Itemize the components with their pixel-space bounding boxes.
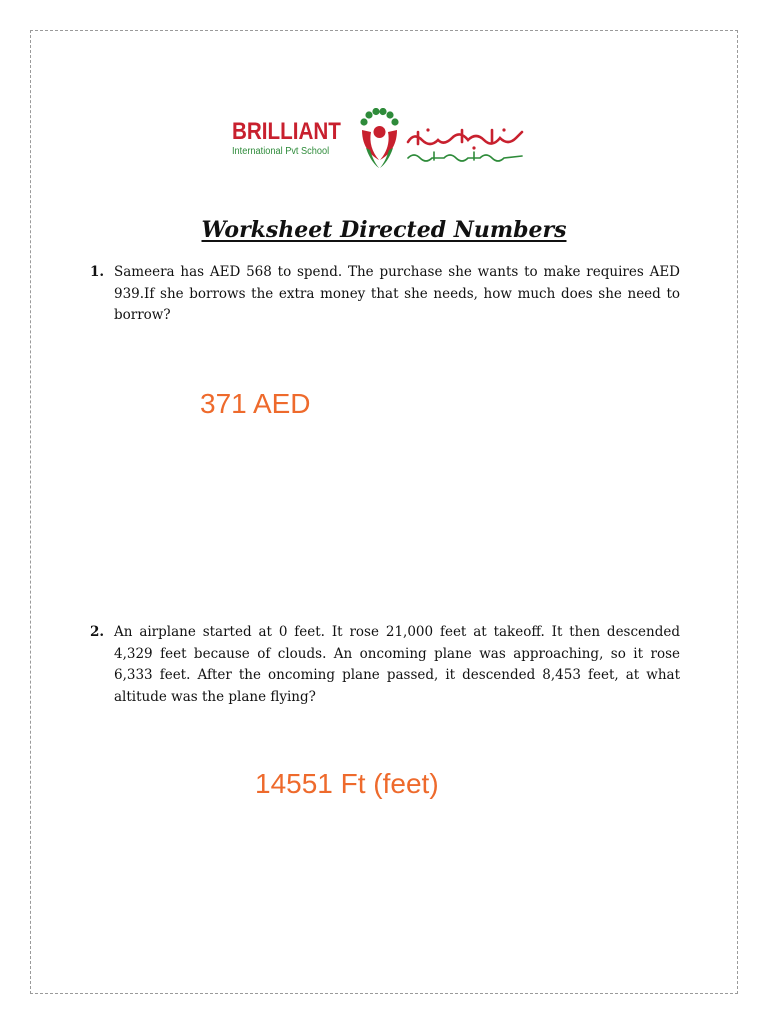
question-text: Sameera has AED 568 to spend. The purchase she wants to make requires AED 939.If she borrows the extra money that she needs, how much does she need to borrow? — [114, 264, 680, 323]
worksheet-title: Worksheet Directed Numbers — [201, 217, 567, 243]
question-number: 2. — [90, 624, 105, 640]
logo-arabic-text — [404, 126, 526, 166]
answer-text: 371 AED — [200, 388, 311, 419]
answer-text: 14551 Ft (feet) — [255, 768, 439, 799]
question-item — [90, 622, 680, 708]
logo-english-text — [232, 118, 356, 158]
school-logo — [232, 108, 528, 170]
page-border — [30, 30, 738, 994]
question-item — [90, 262, 680, 327]
logo-emblem-icon — [356, 108, 402, 170]
question-text: An airplane started at 0 feet. It rose 21,000 feet at takeoff. It then descended 4,329 feet because of clouds. An oncoming plane was approaching, so it rose 6,333 feet. After the oncoming plane passed, it descended 8,453 feet, at what altitude was the plane flying? — [114, 624, 680, 705]
logo-school-name: BRILLIANT — [232, 118, 341, 145]
question-number: 1. — [90, 264, 105, 280]
logo-school-subtitle: International Pvt School — [232, 146, 330, 157]
